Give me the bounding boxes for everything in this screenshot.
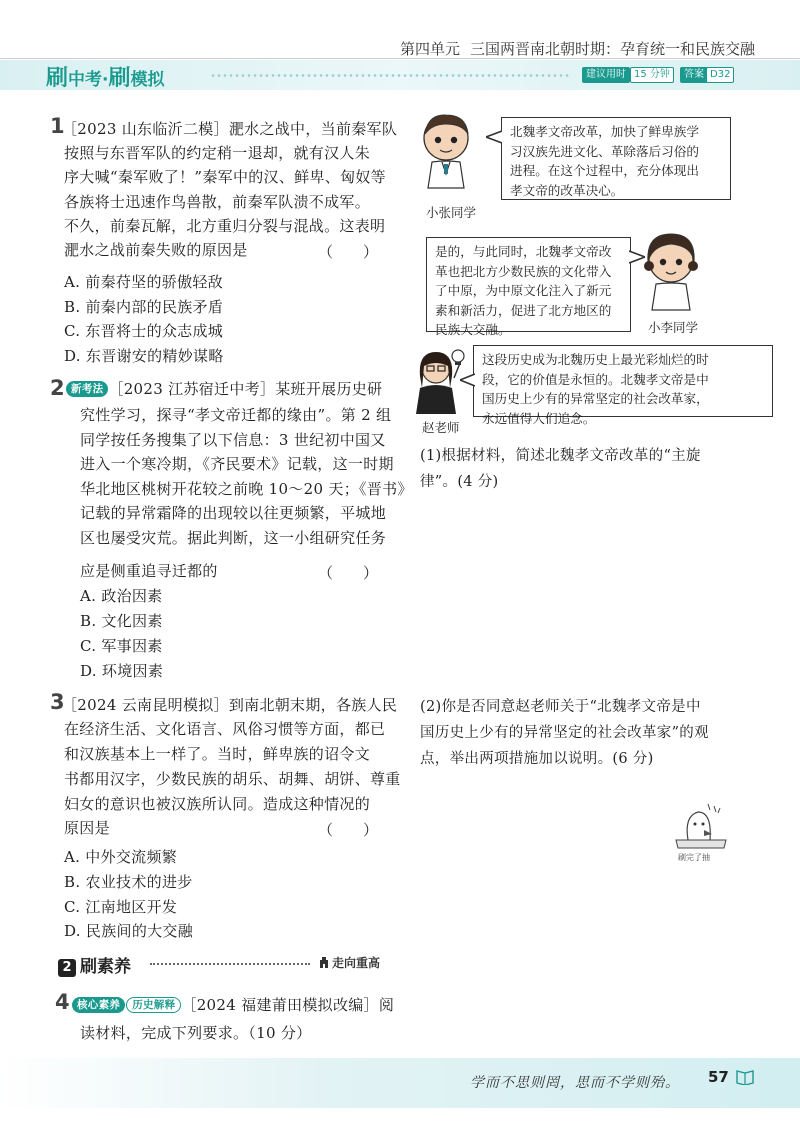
zhang-caption: 小张同学 bbox=[426, 205, 477, 220]
answer-paren: （ ） bbox=[318, 243, 379, 261]
q4-first-line: 核心素养 历史解释 ［2024 福建莆田模拟改编］阅 bbox=[72, 994, 394, 1015]
li-speech-bubble: 是的，与此同时，北魏孝文帝改 革也把北方少数民族的文化带入 了中原，为中原文化注入了新元 素和新活力，促进了北方地区的 民族大交融。 bbox=[426, 237, 631, 332]
lightbulb-icon bbox=[448, 348, 468, 366]
option-d: D. 东晋谢安的精妙谋略 bbox=[64, 347, 224, 365]
q1-line: 淝水之战前秦失败的原因是 bbox=[64, 241, 248, 259]
section-subtitle: 走向重高 bbox=[318, 954, 380, 971]
q2-first-line: 新考法 ［2023 江苏宿迁中考］某班开展历史研 bbox=[66, 378, 382, 399]
new-method-tag: 新考法 bbox=[66, 381, 108, 397]
question-number: 3 bbox=[50, 690, 65, 714]
unit-header bbox=[400, 38, 765, 59]
q3-line: 原因是 bbox=[64, 819, 110, 837]
q2-line: 同学按任务搜集了以下信息：3 世纪初中国又 bbox=[80, 431, 386, 449]
option-b: B. 前秦内部的民族矛盾 bbox=[64, 298, 224, 316]
option-c: C. 军事因素 bbox=[80, 637, 163, 655]
question-number: 2 bbox=[50, 376, 65, 400]
q2-line: 记载的异常霜降的出现较以往更频繁，平城地 bbox=[80, 504, 387, 522]
option-c: C. 东晋将士的众志成城 bbox=[64, 322, 224, 340]
answer-label-badge: 答案 bbox=[680, 67, 708, 83]
option-b: B. 文化因素 bbox=[80, 612, 163, 630]
history-interpretation-tag: 历史解释 bbox=[126, 997, 181, 1013]
header-dots bbox=[210, 74, 570, 77]
q2-line: 华北地区桃树开花较之前晚 10～20 天；《晋书》 bbox=[80, 480, 413, 498]
q2-line: 进入一个寒冷期，《齐民要术》记载，这一时期 bbox=[80, 455, 394, 473]
q1-line: 序大喊“秦军败了！”秦军中的汉、鲜卑、匈奴等 bbox=[64, 168, 386, 186]
question-number: 4 bbox=[55, 990, 70, 1014]
q2-line: 区也屡受灾荒。据此判断，这一小组研究任务 bbox=[80, 529, 387, 547]
student-zhang-avatar-icon bbox=[418, 110, 474, 190]
bubble-tail-icon bbox=[460, 373, 475, 387]
time-label-badge: 建议用时 bbox=[582, 67, 630, 83]
q3-line: 和汉族基本上一样了。当时，鲜卑族的诏令文 bbox=[64, 745, 371, 763]
footer-motto: 学而不思则罔，思而不学则殆。 bbox=[470, 1075, 680, 1091]
section-title: 2 刷素养 bbox=[58, 952, 131, 977]
q1-line: 各族将士迅速作鸟兽散，前秦军队溃不成军。 bbox=[64, 193, 371, 211]
unit-label: 第四单元 bbox=[400, 40, 461, 58]
book-icon bbox=[735, 1069, 755, 1085]
section-number: 2 bbox=[58, 959, 76, 977]
zhao-caption: 赵老师 bbox=[422, 420, 460, 435]
option-b: B. 农业技术的进步 bbox=[64, 873, 193, 891]
zhang-speech-bubble: 北魏孝文帝改革，加快了鲜卑族学 习汉族先进文化、革除落后习俗的 进程。在这个过程中，充分体现出 孝文帝的改革决心。 bbox=[501, 117, 731, 200]
q1-line: ［2023 山东临沂二模］淝水之战中，当前秦军队 bbox=[62, 120, 398, 138]
answer-value-badge: D32 bbox=[706, 67, 734, 83]
time-value-badge: 15 分钟 bbox=[630, 67, 674, 83]
option-a: A. 前秦苻坚的骄傲轻敌 bbox=[64, 273, 223, 291]
q3-line: 妇女的意识也被汉族所认同。造成这种情况的 bbox=[64, 795, 371, 813]
option-d: D. 环境因素 bbox=[80, 662, 164, 680]
student-li-avatar-icon bbox=[640, 228, 702, 312]
option-a: A. 政治因素 bbox=[80, 587, 163, 605]
q1-line: 按照与东晋军队的约定稍一退却，就有汉人朱 bbox=[64, 144, 371, 162]
bubble-tail-icon bbox=[486, 130, 502, 144]
question-number: 1 bbox=[50, 114, 65, 138]
q3-line: 在经济生活、文化语言、风俗习惯等方面，都已 bbox=[64, 720, 386, 738]
q2-line: 究性学习，探寻“孝文帝迁都的缘由”。第 2 组 bbox=[80, 406, 392, 424]
q2-line: 应是侧重追寻迁都的 bbox=[80, 562, 218, 580]
zhao-speech-bubble: 这段历史成为北魏历史上最光彩灿烂的时 段，它的价值是永恒的。北魏孝文帝是中 国历史上少有的异常坚定的社会改革家， 永远值得人们追念。 bbox=[473, 345, 773, 417]
option-d: D. 民族间的大交融 bbox=[64, 922, 194, 940]
option-a: A. 中外交流频繁 bbox=[64, 848, 178, 866]
core-literacy-tag: 核心素养 bbox=[72, 997, 125, 1013]
unit-title: 三国两晋南北朝时期：孕育统一和民族交融 bbox=[470, 40, 756, 58]
brand-logo: 刷中考·刷模拟 bbox=[46, 66, 165, 91]
tower-icon bbox=[318, 956, 330, 968]
q4-line: 读材料，完成下列要求。（10 分） bbox=[80, 1024, 312, 1042]
sketch-caption: 刷完了抽 bbox=[678, 853, 710, 862]
section-dotted-line bbox=[150, 963, 310, 965]
option-c: C. 江南地区开发 bbox=[64, 898, 178, 916]
footer-band bbox=[0, 1058, 800, 1108]
page-number: 57 bbox=[708, 1068, 729, 1086]
q3-line: 书都用汉字，少数民族的胡乐、胡舞、胡饼、尊重 bbox=[64, 770, 401, 788]
header-divider bbox=[0, 58, 800, 59]
answer-paren: （ ） bbox=[318, 821, 379, 839]
q1-line: 不久，前秦瓦解，北方重归分裂与混战。这表明 bbox=[64, 217, 386, 235]
answer-paren: （ ） bbox=[318, 564, 379, 582]
q3-line: ［2024 云南昆明模拟］到南北朝末期，各族人民 bbox=[62, 696, 398, 714]
cartoon-sketch-icon bbox=[668, 800, 732, 850]
li-caption: 小李同学 bbox=[648, 320, 699, 335]
